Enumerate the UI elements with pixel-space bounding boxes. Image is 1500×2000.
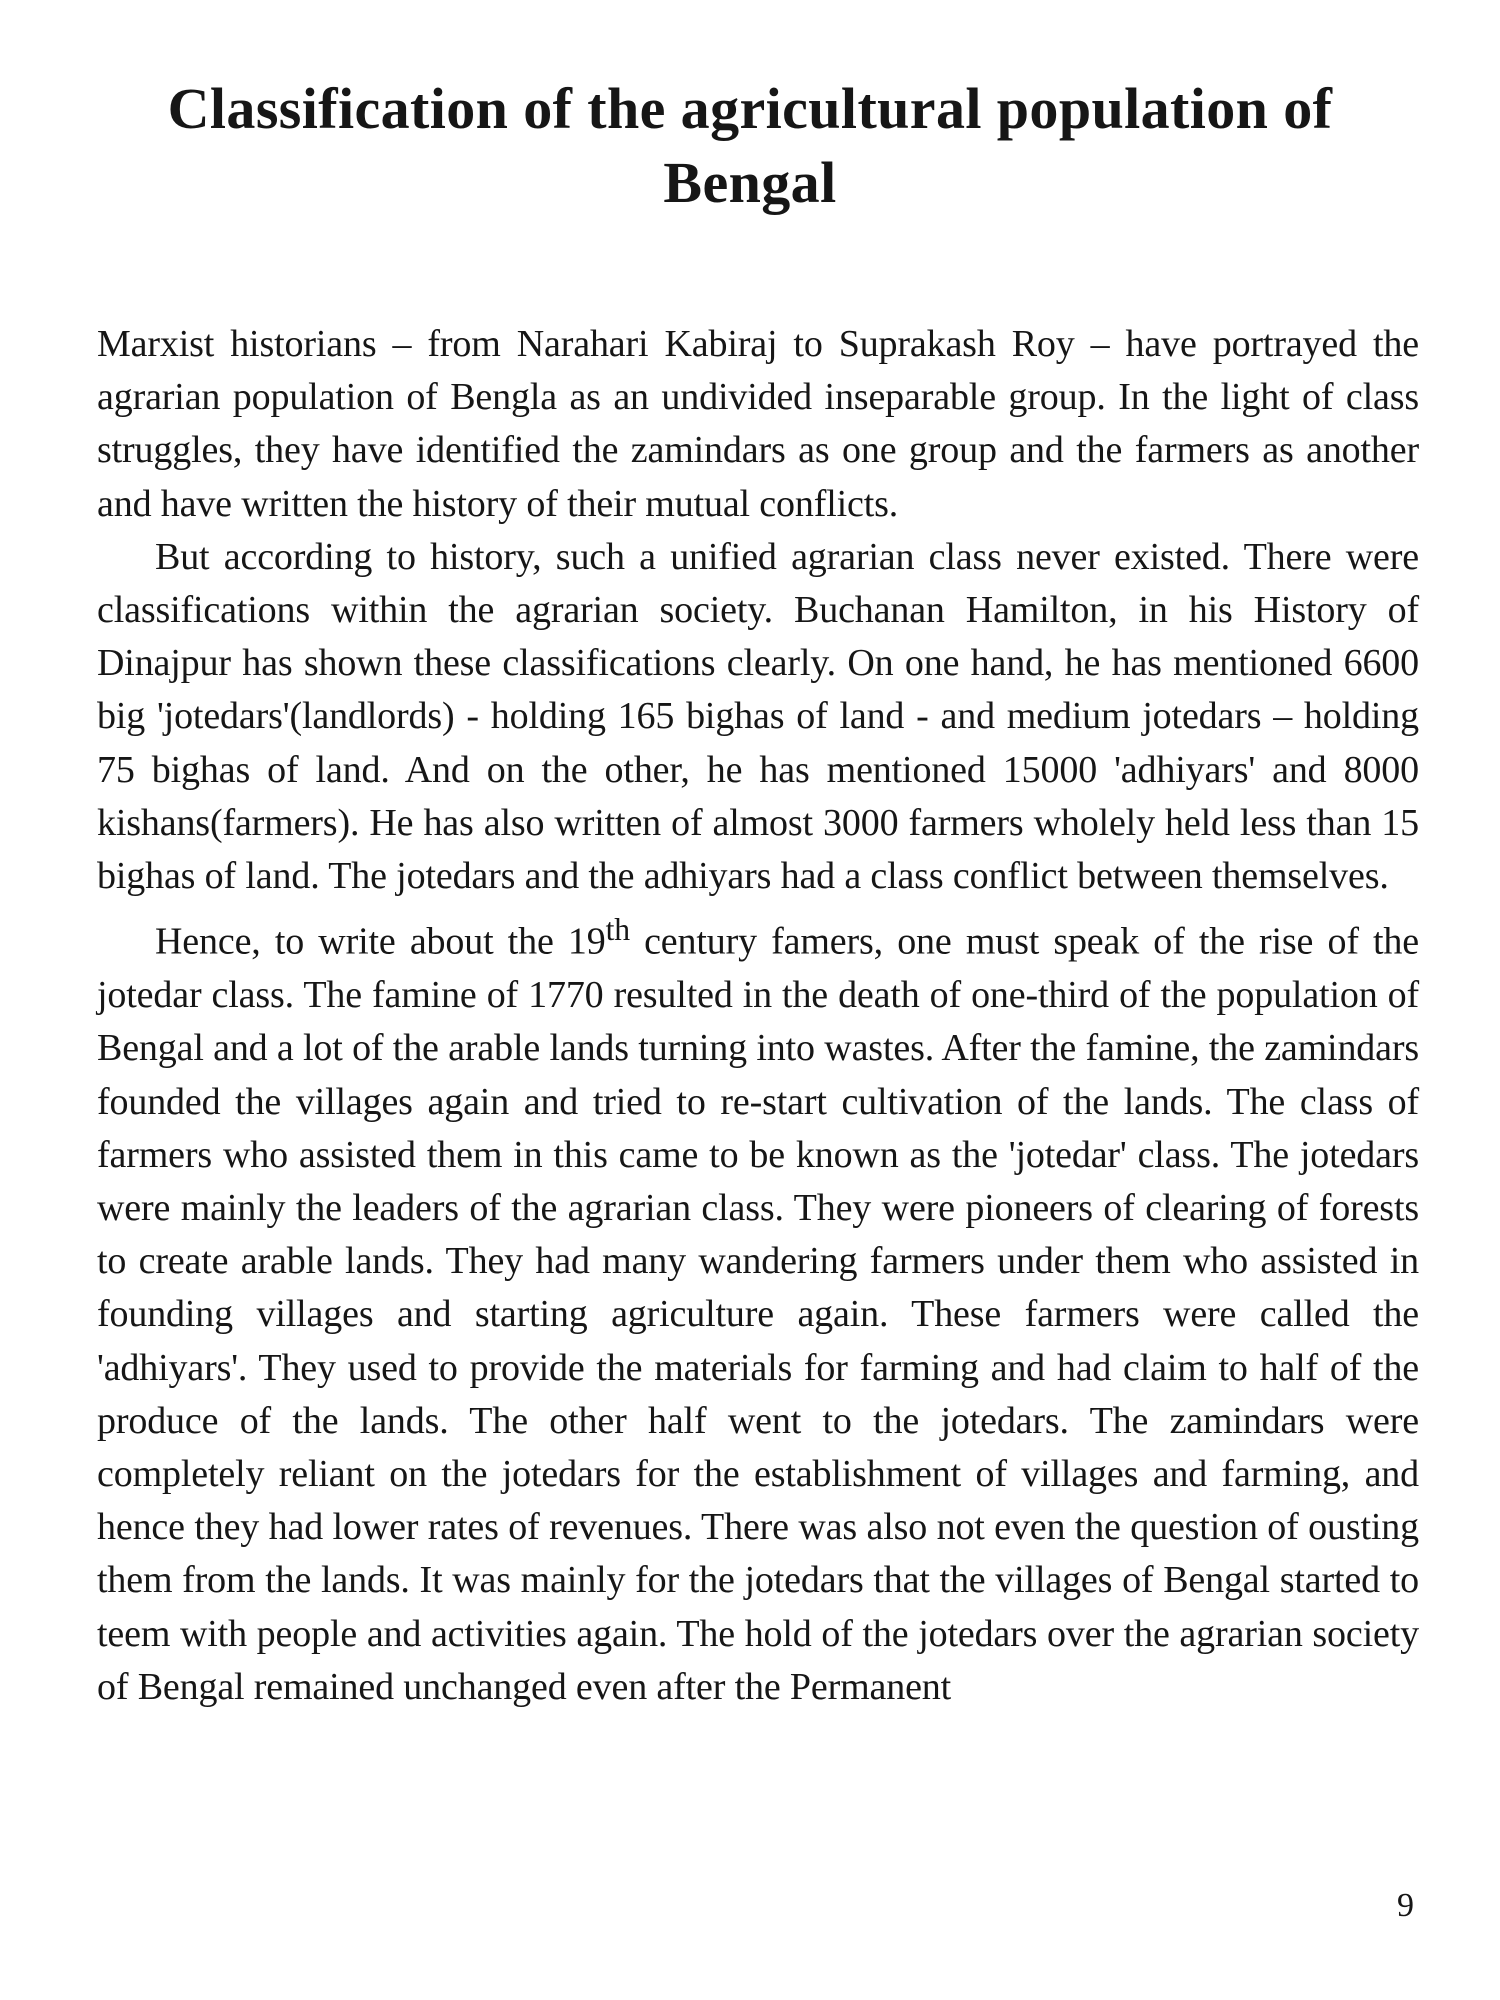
body-text [97,318,1419,1714]
paragraph-3-start: Hence, to write about the 19 [155,920,606,963]
paragraph-2: But according to history, such a unified agrarian class never existed. There were classifications within the agrarian society. Buchanan Hamilton, in his History of Dinajpur has shown these classifications clearly. On one hand, he has mentioned 6600 big 'jotedars'(landlords) - holding 165 bighas of land - and medium jotedars – holding 75 bighas of land. And on the other, he has mentioned 15000 'adhiyars' and 8000 kishans(farmers). He has also written of almost 3000 farmers wholely held less than 15 bighas of land. The jotedars and the adhiyars had a class conflict between themselves. [97,535,1419,898]
paragraph-1: Marxist historians – from Narahari Kabiraj to Suprakash Roy – have portrayed the agrarian population of Bengla as an undivided inseparable group. In the light of class struggles, they have identified the zamindars as one group and the farmers as another and have written the history of their mutual conflicts. [97,323,1419,525]
century-superscript: th [605,912,630,948]
paragraph-3 [97,903,1419,1714]
page-title: Classification of the agricultural population of Bengal [167,76,1333,215]
paragraph-3-rest: century famers, one must speak of the rise of the jotedar class. The famine of 1770 resulted in the death of one-third of the population of Bengal and a lot of the arable lands turning into wastes. After the famine, the zamindars founded the villages again and tried to re-start cultivation of the lands. The class of farmers who assisted them in this came to be known as the 'jotedar' class. The jotedars were mainly the leaders of the agrarian class. They were pioneers of clearing of forests to create arable lands. They had many wandering farmers under them who assisted in founding villages and starting agriculture again. These farmers were called the 'adhiyars'. They used to provide the materials for farming and had claim to half of the produce of the lands. The other half went to the jotedars. The zamindars were completely reliant on the jotedars for the establishment of villages and farming, and hence they had lower rates of revenues. There was also not even the question of ousting them from the lands. It was mainly for the jotedars that the villages of Bengal started to teem with people and activities again. The hold of the jotedars over the agrarian society of Bengal remained unchanged even after the Permanent [97,920,1419,1708]
page-number: 9 [1397,1887,1414,1924]
